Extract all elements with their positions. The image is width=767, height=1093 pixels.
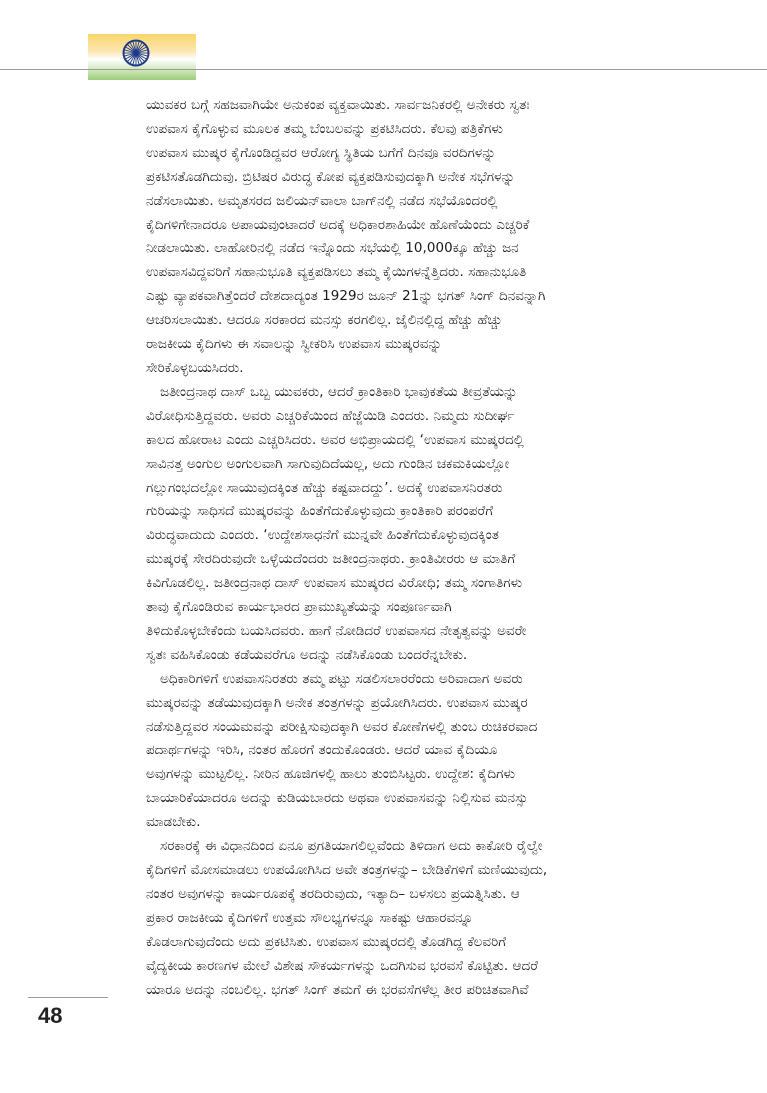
text-line: ರಾಜಕೀಯ ಕೈದಿಗಳು ಈ ಸವಾಲನ್ನು ಸ್ವೀಕರಿಸಿ ಉಪವಾಸ ಮುಷ್ಕರವನ್ನು: [146, 337, 443, 353]
text-line: ಪದಾರ್ಥಗಳನ್ನು ಇರಿಸಿ, ನಂತರ ಹೊರಗೆ ತಂದುಕೊಂಡರು. ಆದರೆ ಯಾವ ಕೈದಿಯೂ: [146, 743, 498, 759]
text-line: ವಿರುದ್ಧವಾದುದು ಎಂದರು. ‘ಉದ್ದೇಶಸಾಧನೆಗೆ ಮುನ್ನವೇ ಹಿಂತೆಗೆದುಕೊಳ್ಳುವುದಕ್ಕಿಂತ: [146, 528, 499, 544]
text-line: ಪ್ರಕಾರ ರಾಜಕೀಯ ಕೈದಿಗಳಿಗೆ ಉತ್ತಮ ಸೌಲಭ್ಯಗಳನ್ನೂ ಸಾಕಷ್ಟು ಆಹಾರವನ್ನೂ: [146, 910, 474, 926]
text-line: ಕೈದಿಗಳಿಗೆ ಮೋಸಮಾಡಲು ಉಪಯೋಗಿಸಿದ ಅವೇ ತಂತ್ರಗಳನ್ನು– ಬೇಡಿಕೆಗಳಿಗೆ ಮಣಿಯುವುದು,: [146, 863, 548, 878]
text-line: ಮಾಡಬೇಕು.: [146, 815, 201, 831]
text-line: ನಡೆಸಲಾಯಿತು. ಅಮೃತಸರದ ಜಲಿಯನ್‌ವಾಲಾ ಬಾಗ್‌ನಲ್ಲಿ ನಡೆದ ಸಭೆಯೊಂದರಲ್ಲಿ: [146, 193, 498, 209]
text-line: ಗುರಿಯನ್ನು ಸಾಧಿಸದೆ ಮುಷ್ಕರವನ್ನು ಹಿಂತೆಗೆದುಕೊಳ್ಳುವುದು ಕ್ರಾಂತಿಕಾರಿ ಪರಂಪರೆಗೆ: [146, 504, 494, 520]
text-line: ಸೇರಿಕೊಳ್ಳಬಯಸಿದರು.: [146, 360, 244, 376]
text-line: ನೀಡಲಾಯಿತು. ಲಾಹೋರಿನಲ್ಲಿ ನಡೆದ ಇನ್ನೊಂದು ಸಭೆಯಲ್ಲಿ 10,000ಕ್ಕೂ ಹೆಚ್ಚು ಜನ: [146, 241, 519, 257]
ashoka-chakra-emblem: [121, 38, 151, 68]
text-line: ಕೊಡಲಾಗುವುದೆಂದು ಅದು ಪ್ರಕಟಿಸಿತು. ಉಪವಾಸ ಮುಷ್ಕರದಲ್ಲಿ ತೊಡಗಿದ್ದ ಕೆಲವರಿಗೆ: [146, 934, 507, 950]
text-line: ಪ್ರಕಟಿಸತೊಡಗಿದುವು. ಬ್ರಿಟಿಷರ ವಿರುದ್ಧ ಕೋಪ ವ್ಯಕ್ತಪಡಿಸುವುದಕ್ಕಾಗಿ ಅನೇಕ ಸಭೆಗಳನ್ನು: [146, 169, 516, 185]
text-line: ಸಾವಿನತ್ತ ಅಂಗುಲ ಅಂಗುಲವಾಗಿ ಸಾಗುವುದಿದೆಯಲ್ಲ, ಅದು ಗುಂಡಿನ ಚಕಮಕಿಯಲ್ಲೋ: [146, 456, 510, 472]
text-line: ಉಪವಾಸವಿದ್ದವರಿಗೆ ಸಹಾನುಭೂತಿ ವ್ಯಕ್ತಪಡಿಸಲು ತಮ್ಮ ಕೈಯಿಗಳನ್ನೆತ್ತಿದರು. ಸಹಾನುಭೂತಿ: [146, 265, 527, 281]
footer-rule: [28, 997, 108, 998]
text-line: ಆಚರಿಸಲಾಯಿತು. ಆದರೂ ಸರಕಾರದ ಮನಸ್ಸು ಕರಗಲಿಲ್ಲ. ಜೈಲಿನಲ್ಲಿದ್ದ ಹೆಚ್ಚು ಹೆಚ್ಚು: [146, 313, 503, 329]
text-line: ಗಲ್ಲುಗಂಭದಲ್ಲೋ ಸಾಯುವುದಕ್ಕಿಂತ ಹೆಚ್ಚು ಕಷ್ಟವಾದದ್ದು’. ಅದಕ್ಕೆ ಉಪವಾಸನಿರತರು: [146, 480, 503, 496]
text-line: ಕಾಲದ ಹೋರಾಟ ಎಂದು ಎಚ್ಚರಿಸಿದರು. ಅವರ ಅಭಿಪ್ರಾಯದಲ್ಲಿ ‘ಉಪವಾಸ ಮುಷ್ಕರದಲ್ಲಿ: [146, 432, 524, 448]
text-line: ಸರಕಾರಕ್ಕೆ ಈ ವಿಧಾನದಿಂದ ಏನೂ ಪ್ರಗತಿಯಾಗಲಿಲ್ಲವೆಂದು ತಿಳಿದಾಗ ಅದು ಕಾಕೋರಿ ರೈಲ್ವೇ: [160, 839, 543, 855]
body-text: [146, 94, 678, 1002]
text-line: ಎಷ್ಟು ವ್ಯಾಪಕವಾಗಿತ್ತೆಂದರೆ ದೇಶದಾದ್ಯಂತ 1929ರ ಜೂನ್ 21ನ್ನು ಭಗತ್ ಸಿಂಗ್ ದಿನವನ್ನಾಗಿ: [146, 289, 546, 305]
text-line: ಮುಷ್ಕರಕ್ಕೆ ಸೇರದಿರುವುದೇ ಒಳ್ಳೆಯದೆಂದರು ಜತೀಂದ್ರನಾಥರು. ಕ್ರಾಂತಿವೀರರು ಆ ಮಾತಿಗೆ: [146, 552, 516, 568]
text-line: ಅವುಗಳನ್ನು ಮುಟ್ಟಲಿಲ್ಲ. ನೀರಿನ ಹೂಜಿಗಳಲ್ಲಿ ಹಾಲು ತುಂಬಿಸಿಟ್ಟರು. ಉದ್ದೇಶ: ಕೈದಿಗಳು: [146, 767, 516, 783]
text-line: ಅಧಿಕಾರಿಗಳಿಗೆ ಉಪವಾಸನಿರತರು ತಮ್ಮ ಪಟ್ಟು ಸಡಲಿಸಲಾರರೆಂದು ಅರಿವಾದಾಗ ಅವರು: [160, 671, 523, 687]
text-line: ಸ್ವತಃ ವಹಿಸಿಕೊಂಡು ಕಡೆಯವರೆಗೂ ಅದನ್ನು ನಡೆಸಿಕೊಂಡು ಬಂದರೆನ್ನಬೇಕು.: [146, 647, 468, 663]
text-line: ಬಾಯಾರಿಕೆಯಾದರೂ ಅದನ್ನು ಕುಡಿಯಬಾರದು ಅಥವಾ ಉಪವಾಸವನ್ನು ನಿಲ್ಲಿಸುವ ಮನಸ್ಸು: [146, 791, 528, 807]
text-line: ಕಿವಿಗೊಡಲಿಲ್ಲ. ಜತೀಂದ್ರನಾಥ ದಾಸ್ ಉಪವಾಸ ಮುಷ್ಕರದ ವಿರೋಧಿ; ತಮ್ಮ ಸಂಗಾತಿಗಳು: [146, 576, 523, 592]
header-rule: [0, 69, 767, 70]
text-line: ಯುವಕರ ಬಗ್ಗೆ ಸಹಜವಾಗಿಯೇ ಅನುಕಂಪ ವ್ಯಕ್ತವಾಯಿತು. ಸಾರ್ವಜನಿಕರಲ್ಲಿ ಅನೇಕರು ಸ್ವತಃ: [146, 98, 530, 113]
text-line: ವೈದ್ಯಕೀಯ ಕಾರಣಗಳ ಮೇಲೆ ವಿಶೇಷ ಸೌಕರ್ಯಗಳನ್ನು ಒದಗಿಸುವ ಭರವಸೆ ಕೊಟ್ಟಿತು. ಆದರೆ: [146, 958, 538, 974]
text-line: ಉಪವಾಸ ಮುಷ್ಕರ ಕೈಗೊಂಡಿದ್ದವರ ಆರೋಗ್ಯ ಸ್ಥಿತಿಯ ಬಗೆಗೆ ದಿನವೂ ವರದಿಗಳನ್ನು: [146, 145, 496, 161]
text-line: ನಡೆಸುತ್ತಿದ್ದವರ ಸಂಯಮವನ್ನು ಪರೀಕ್ಷಿಸುವುದಕ್ಕಾಗಿ ಅವರ ಕೋಣೆಗಳಲ್ಲಿ ತುಂಬ ರುಚಿಕರವಾದ: [146, 719, 538, 735]
text-line: ತಿಳಿದುಕೊಳ್ಳಬೇಕೆಂದು ಬಯಸಿದವರು. ಹಾಗೆ ನೋಡಿದರೆ ಉಪವಾಸದ ನೇತೃತ್ವವನ್ನು ಅವರೇ: [146, 623, 527, 639]
text-line: ಜತೀಂದ್ರನಾಥ ದಾಸ್ ಒಬ್ಬ ಯುವಕರು, ಆದರೆ ಕ್ರಾಂತಿಕಾರಿ ಭಾವುಕತೆಯ ತೀವ್ರತೆಯನ್ನು: [160, 384, 518, 400]
text-line: ಮುಷ್ಕರವನ್ನು ತಡೆಯುವುದಕ್ಕಾಗಿ ಅನೇಕ ತಂತ್ರಗಳನ್ನು ಪ್ರಯೋಗಿಸಿದರು. ಉಪವಾಸ ಮುಷ್ಕರ: [146, 695, 528, 711]
text-line: ಯಾರೂ ಅದನ್ನು ನಂಬಲಿಲ್ಲ. ಭಗತ್ ಸಿಂಗ್ ತಮಗೆ ಈ ಭರವಸೆಗಳೆಲ್ಲ ತೀರ ಪರಿಚಿತವಾಗಿವೆ: [146, 982, 529, 998]
text-line: ತಾವು ಕೈಗೊಂಡಿರುವ ಕಾರ್ಯಭಾರದ ಪ್ರಾಮುಖ್ಯತೆಯನ್ನು ಸಂಪೂರ್ಣವಾಗಿ: [146, 600, 452, 616]
page-number: 48: [38, 1003, 63, 1028]
text-line: ವಿರೋಧಿಸುತ್ತಿದ್ದವರು. ಅವರು ಎಚ್ಚರಿಕೆಯಿಂದ ಹೆಜ್ಜೆಯಿಡಿ ಎಂದರು. ನಿಮ್ಮದು ಸುದೀರ್ಘ: [146, 408, 515, 424]
text-line: ಕೈದಿಗಳಿಗೇನಾದರೂ ಅಪಾಯವುಂಟಾದರೆ ಅದಕ್ಕೆ ಅಧಿಕಾರಶಾಹಿಯೇ ಹೊಣೆಯೆಂದು ಎಚ್ಚರಿಕೆ: [146, 217, 530, 233]
text-line: ನಂತರ ಅವುಗಳನ್ನು ಕಾರ್ಯರೂಪಕ್ಕೆ ತರದಿರುವುದು, ಇತ್ಯಾದಿ– ಬಳಸಲು ಪ್ರಯತ್ನಿಸಿತು. ಆ: [146, 886, 520, 902]
text-line: ಉಪವಾಸ ಕೈಗೊಳ್ಳುವ ಮೂಲಕ ತಮ್ಮ ಬೆಂಬಲವನ್ನು ಪ್ರಕಟಿಸಿದರು. ಕೆಲವು ಪತ್ರಿಕೆಗಳು: [146, 121, 504, 137]
